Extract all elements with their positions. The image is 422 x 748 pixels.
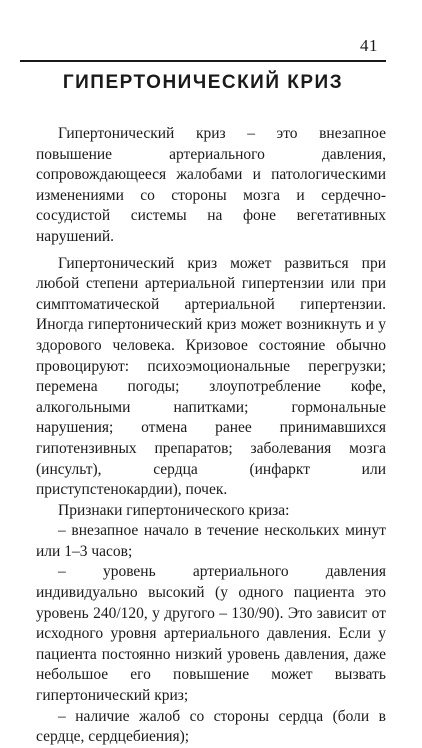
list-item-pressure-level: – уровень артериального давления индивидуально высокий (у одного пациента это уровень 240/120, у другого – 130/90). Это зависит от исходного уровня артериального давления. Если у пациента постоянно низкий уровень давления, даже небольшое его повышение может вызвать гипертонический криз; [36,563,386,705]
body-text [36,124,386,748]
paragraph-signs-heading: Признаки гипертонического криза: [58,501,290,519]
header-rule [20,60,386,62]
paragraph-causes: Гипертонический криз может развиться при любой степени артериальной гипертензии или при симптоматической артериальной гипертензии. Иногда гипертонический криз может возникнуть и у здорового человека. Кризовое состояние обычно провоцируют: психоэмоциональные перегрузки; перемена погоды; злоупотребление кофе, алкогольными напитками; гормональные нарушения; отмена ранее принимавшихся гипотензивных препаратов; заболевания мозга (инсульт), сердца (инфаркт или приступстенокардии), почек. [36,254,386,499]
paragraph-definition: Гипертонический криз – это внезапное повышение артериального давления, сопровождающееся жалобами и патологическими изменениями со стороны мозга и сердечно-сосудистой системы на фоне вегетативных нарушений. [36,125,386,245]
list-item-onset: – внезапное начало в течение нескольких минут или 1–3 часов; [36,522,386,560]
chapter-title: ГИПЕРТОНИЧЕСКИЙ КРИЗ [62,72,344,93]
list-item-heart-complaints: – наличие жалоб со стороны сердца (боли в сердце, сердцебиения); [36,707,386,746]
page-number: 41 [360,36,378,55]
